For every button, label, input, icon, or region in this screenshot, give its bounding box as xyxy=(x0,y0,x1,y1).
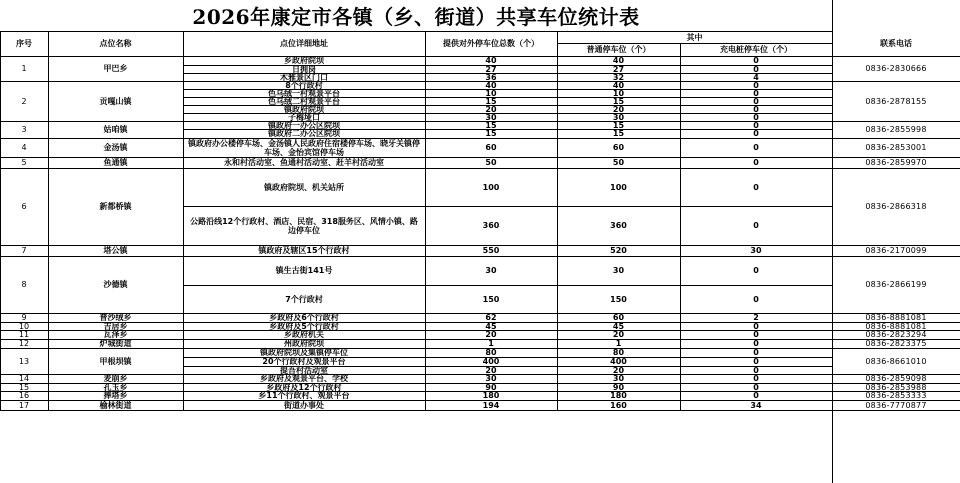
grid-line xyxy=(0,31,1,410)
header-regular: 普通停车位（个） xyxy=(586,45,651,54)
header-point-name: 点位名称 xyxy=(99,39,132,48)
cell-charging: 0 xyxy=(753,129,759,138)
cell-regular: 30 xyxy=(612,112,625,122)
cell-charging: 0 xyxy=(753,330,759,339)
cell-seq: 6 xyxy=(21,202,27,211)
cell-regular: 150 xyxy=(610,294,627,304)
cell-regular: 60 xyxy=(612,313,625,322)
header-address: 点位详细地址 xyxy=(280,39,328,48)
cell-regular: 520 xyxy=(610,246,627,255)
cell-address: 镇生古街141号 xyxy=(275,266,333,275)
cell-total: 15 xyxy=(485,120,497,130)
cell-charging: 0 xyxy=(753,321,759,331)
cell-seq: 1 xyxy=(21,64,27,73)
cell-phone: 0836-2859970 xyxy=(865,158,927,167)
cell-regular: 30 xyxy=(612,374,625,383)
cell-regular: 180 xyxy=(610,391,627,400)
cell-regular: 1 xyxy=(615,339,622,348)
cell-total: 180 xyxy=(482,391,500,400)
cell-charging: 0 xyxy=(753,294,759,304)
cell-charging: 0 xyxy=(753,391,759,400)
cell-phone: 0836-2853333 xyxy=(865,391,927,400)
cell-charging: 0 xyxy=(753,88,759,98)
cell-total: 100 xyxy=(482,182,500,192)
cell-phone: 0836-2830666 xyxy=(865,64,927,73)
cell-total: 45 xyxy=(485,321,497,331)
cell-total: 10 xyxy=(485,88,497,98)
cell-total: 90 xyxy=(485,382,497,392)
cell-regular: 20 xyxy=(612,104,625,114)
cell-address: 色乌绒二村观景平台 xyxy=(268,96,340,106)
cell-regular: 15 xyxy=(612,120,625,130)
cell-total: 36 xyxy=(485,72,497,82)
cell-regular: 100 xyxy=(610,182,627,192)
cell-regular: 27 xyxy=(612,64,625,74)
cell-total: 60 xyxy=(485,143,497,152)
grid-line xyxy=(425,31,426,410)
cell-total: 20 xyxy=(485,330,497,339)
cell-charging: 2 xyxy=(753,313,759,322)
cell-address: 日拥岗 xyxy=(292,64,316,74)
cell-point-name: 瓦泽乡 xyxy=(103,330,128,339)
cell-regular: 40 xyxy=(612,80,625,90)
cell-point-name: 贡嘎山镇 xyxy=(99,96,132,106)
cell-total: 40 xyxy=(485,80,497,90)
cell-address: 镇政府办公楼停车场、金汤镇人民政府住宿楼停车场、晓牙关镇停车场、金怡宾馆停车场 xyxy=(188,138,420,157)
cell-phone: 0836-2823294 xyxy=(865,330,927,339)
grid-line xyxy=(557,31,558,410)
cell-charging: 0 xyxy=(753,348,759,357)
cell-address: 乡政府院坝 xyxy=(284,56,324,65)
cell-seq: 15 xyxy=(18,382,30,392)
cell-seq: 3 xyxy=(21,125,27,134)
cell-seq: 10 xyxy=(18,321,30,331)
cell-regular: 90 xyxy=(612,382,625,392)
grid-line xyxy=(0,31,833,32)
cell-phone: 0836-2823375 xyxy=(865,339,927,348)
cell-point-name: 捧塔乡 xyxy=(103,391,128,400)
cell-point-name: 姑咱镇 xyxy=(103,125,128,134)
cell-regular: 360 xyxy=(610,221,627,230)
cell-total: 62 xyxy=(485,313,497,322)
cell-charging: 0 xyxy=(753,357,759,366)
cell-charging: 0 xyxy=(753,365,759,375)
cell-address: 乡政府及6个行政村 xyxy=(269,313,339,322)
cell-address: 永和村活动室、鱼通村活动室、赶羊村活动室 xyxy=(224,158,384,167)
cell-charging: 0 xyxy=(753,56,759,65)
cell-seq: 14 xyxy=(18,374,30,383)
cell-address: 20个行政村及观景平台 xyxy=(262,357,346,366)
cell-address: 子梅垭口 xyxy=(288,112,320,122)
cell-regular: 15 xyxy=(612,96,625,106)
cell-regular: 80 xyxy=(612,348,625,357)
cell-point-name: 新都桥镇 xyxy=(99,202,132,211)
cell-point-name: 普沙绒乡 xyxy=(99,313,132,322)
cell-seq: 2 xyxy=(21,96,27,106)
cell-point-name: 塔公镇 xyxy=(103,246,128,255)
cell-seq: 8 xyxy=(21,280,27,289)
cell-phone: 0836-2878155 xyxy=(865,96,927,106)
cell-charging: 0 xyxy=(753,120,759,130)
cell-point-name: 孔玉乡 xyxy=(103,382,128,392)
cell-address: 提吾村活动室 xyxy=(280,365,328,375)
cell-phone: 0836-2855998 xyxy=(865,125,927,134)
cell-seq: 5 xyxy=(21,158,27,167)
cell-point-name: 麦崩乡 xyxy=(103,374,128,383)
header-of-which: 其中 xyxy=(686,32,703,42)
cell-phone: 0836-2170099 xyxy=(865,246,927,255)
cell-seq: 16 xyxy=(18,391,30,400)
cell-address: 镇政府及辖区15个行政村 xyxy=(258,246,350,255)
cell-regular: 32 xyxy=(612,72,625,82)
cell-phone: 0836-2853988 xyxy=(865,382,927,392)
cell-point-name: 炉城街道 xyxy=(99,339,132,348)
cell-total: 194 xyxy=(482,400,500,410)
cell-charging: 0 xyxy=(753,374,759,383)
sheet-title: 2026年康定市各镇（乡、街道）共享车位统计表 xyxy=(192,5,640,29)
cell-phone: 0836-2866318 xyxy=(865,202,927,211)
cell-total: 1 xyxy=(488,339,494,348)
cell-address: 街道办事处 xyxy=(284,400,324,410)
cell-charging: 34 xyxy=(750,400,762,410)
grid-line xyxy=(832,0,833,483)
cell-point-name: 鱼通镇 xyxy=(103,158,128,167)
cell-phone: 0836-2859098 xyxy=(865,374,927,383)
cell-address: 镇政府二办公区院坝 xyxy=(268,129,340,138)
cell-total: 30 xyxy=(485,374,497,383)
cell-seq: 13 xyxy=(18,356,30,366)
header-phone: 联系电话 xyxy=(880,39,912,48)
cell-address: 乡政府及观景平台、学校 xyxy=(260,374,348,383)
cell-regular: 15 xyxy=(612,129,625,138)
grid-line xyxy=(680,43,681,410)
cell-address: 镇政府院坝 xyxy=(284,104,324,114)
cell-charging: 0 xyxy=(753,182,759,192)
cell-charging: 0 xyxy=(753,96,759,106)
cell-regular: 30 xyxy=(612,266,625,275)
cell-point-name: 甲巴乡 xyxy=(103,64,128,73)
cell-regular: 40 xyxy=(612,56,625,65)
cell-total: 50 xyxy=(485,158,497,167)
cell-charging: 0 xyxy=(753,339,759,348)
cell-seq: 12 xyxy=(18,339,30,348)
grid-line xyxy=(0,410,960,411)
cell-seq: 4 xyxy=(21,143,27,152)
cell-charging: 0 xyxy=(753,143,759,152)
cell-total: 550 xyxy=(482,246,500,255)
cell-charging: 0 xyxy=(753,382,759,392)
cell-point-name: 金汤镇 xyxy=(103,143,128,152)
cell-total: 40 xyxy=(485,56,497,65)
cell-total: 27 xyxy=(485,64,497,74)
cell-address: 乡政府及5个行政村 xyxy=(269,321,339,331)
cell-address: 镇政府院坝及集镇停车位 xyxy=(260,348,348,357)
cell-address: 7个行政村 xyxy=(285,294,323,304)
cell-charging: 0 xyxy=(753,221,759,230)
cell-seq: 7 xyxy=(21,246,27,255)
cell-regular: 20 xyxy=(612,365,625,375)
cell-address: 乡政府机关 xyxy=(284,330,324,339)
cell-charging: 0 xyxy=(753,112,759,122)
cell-point-name: 吉居乡 xyxy=(103,321,128,331)
cell-regular: 60 xyxy=(612,143,625,152)
cell-address: 公路沿线12个行政村、酒店、民宿、318服务区、风情小镇、路边停车位 xyxy=(190,216,418,235)
cell-phone: 0836-8661010 xyxy=(865,356,927,366)
cell-charging: 0 xyxy=(753,64,759,74)
cell-phone: 0836-8881081 xyxy=(865,321,927,331)
cell-seq: 9 xyxy=(21,313,27,322)
cell-charging: 0 xyxy=(753,80,759,90)
cell-point-name: 榆林街道 xyxy=(99,400,132,410)
cell-phone: 0836-2866199 xyxy=(865,280,927,289)
cell-address: 色乌绒一村观景平台 xyxy=(268,88,340,98)
cell-total: 30 xyxy=(485,266,497,275)
grid-line xyxy=(183,31,184,410)
grid-line xyxy=(48,31,49,410)
cell-total: 20 xyxy=(485,365,497,375)
cell-total: 360 xyxy=(482,221,500,230)
cell-address: 木雅景区门口 xyxy=(280,72,328,82)
header-total: 提供对外停车位总数（个） xyxy=(443,39,539,48)
cell-total: 15 xyxy=(485,96,497,106)
cell-charging: 0 xyxy=(753,158,759,167)
cell-total: 400 xyxy=(482,357,500,366)
cell-total: 80 xyxy=(485,348,497,357)
cell-phone: 0836-7770877 xyxy=(865,400,927,410)
cell-charging: 30 xyxy=(750,246,762,255)
cell-address: 乡政府及12个行政村 xyxy=(266,382,342,392)
cell-phone: 0836-2853001 xyxy=(865,143,927,152)
cell-address: 镇政府院坝、机关站所 xyxy=(264,182,344,192)
cell-total: 30 xyxy=(485,112,497,122)
cell-address: 州政府院坝 xyxy=(284,339,324,348)
cell-total: 150 xyxy=(482,294,500,304)
cell-regular: 400 xyxy=(610,357,627,366)
cell-address: 8个行政村 xyxy=(285,80,323,90)
cell-address: 乡11个行政村、观景平台 xyxy=(258,391,350,400)
cell-address: 镇政府一办公区院坝 xyxy=(268,120,340,130)
cell-seq: 17 xyxy=(18,400,30,410)
cell-regular: 45 xyxy=(612,321,625,331)
cell-regular: 20 xyxy=(612,330,625,339)
cell-regular: 50 xyxy=(612,158,625,167)
cell-total: 15 xyxy=(485,129,497,138)
cell-point-name: 甲根坝镇 xyxy=(99,356,132,366)
cell-regular: 160 xyxy=(610,400,627,410)
grid-line xyxy=(557,43,833,44)
header-seq: 序号 xyxy=(16,39,32,48)
header-charging: 充电桩停车位（个） xyxy=(720,45,792,54)
cell-charging: 0 xyxy=(753,104,759,114)
cell-charging: 4 xyxy=(753,72,759,82)
cell-point-name: 沙德镇 xyxy=(103,280,128,289)
cell-charging: 0 xyxy=(753,266,759,275)
cell-seq: 11 xyxy=(18,330,30,339)
cell-phone: 0836-8881081 xyxy=(865,313,927,322)
cell-total: 20 xyxy=(485,104,497,114)
cell-regular: 10 xyxy=(612,88,625,98)
